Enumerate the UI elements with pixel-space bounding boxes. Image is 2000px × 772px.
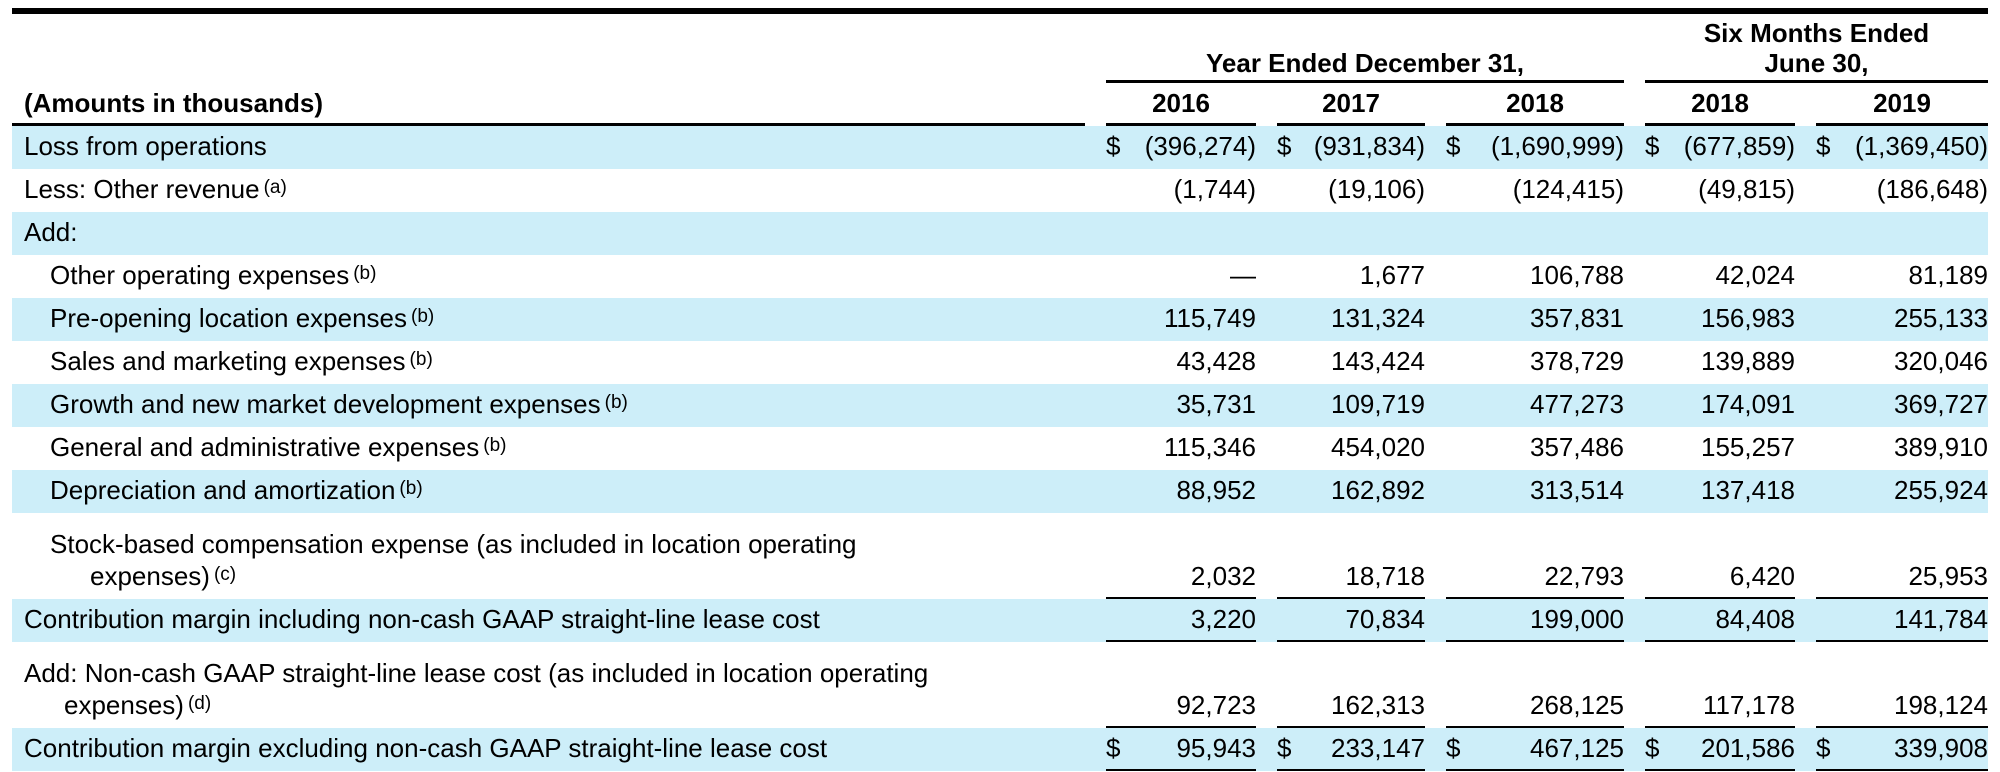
value-text: 84,408 — [1715, 604, 1795, 635]
value-cell — [1277, 384, 1425, 427]
footnote-marker: (c) — [213, 564, 237, 586]
row-label-text: Loss from operations — [24, 131, 267, 162]
col-group-label-line1: Six Months Ended — [1703, 18, 1930, 48]
row-label-line2: expenses) (d) — [64, 690, 212, 721]
value-cell — [1277, 126, 1425, 169]
year-header-row — [12, 88, 1988, 126]
value-text: 268,125 — [1530, 690, 1624, 721]
value-text: 357,486 — [1530, 432, 1624, 463]
value-text: 1,677 — [1359, 260, 1425, 291]
value-cell — [1645, 642, 1795, 728]
value-cell — [1645, 298, 1795, 341]
value-text: (49,815) — [1698, 174, 1795, 205]
value-cell — [1277, 427, 1425, 470]
value-text: 81,189 — [1908, 260, 1988, 291]
value-cell — [1645, 384, 1795, 427]
table-row — [12, 298, 1988, 341]
value-cell — [1106, 298, 1256, 341]
col-group-label-line2: June 30, — [1764, 47, 1869, 78]
value-text: (1,690,999) — [1491, 131, 1624, 162]
dollar-sign: $ — [1446, 131, 1461, 162]
value-cell — [1106, 384, 1256, 427]
table-row — [12, 126, 1988, 169]
value-text: 201,586 — [1701, 733, 1795, 764]
row-label-line1: Add: Non-cash GAAP straight-line lease cost (as included in location operating — [24, 657, 929, 688]
value-cell — [1446, 298, 1624, 341]
value-cell — [1446, 599, 1624, 642]
value-cell — [1446, 470, 1624, 513]
value-text: 43,428 — [1176, 346, 1256, 377]
value-text: 109,719 — [1331, 389, 1425, 420]
row-label — [12, 169, 1085, 212]
row-label-text: Add: — [24, 217, 78, 248]
value-cell — [1816, 255, 1988, 298]
value-cell — [1106, 470, 1256, 513]
value-text: 139,889 — [1701, 346, 1795, 377]
value-cell — [1446, 341, 1624, 384]
value-cell — [1645, 427, 1795, 470]
value-cell — [1277, 341, 1425, 384]
footnote-marker: (b) — [411, 306, 435, 328]
value-text: 255,133 — [1894, 303, 1988, 334]
value-text: 42,024 — [1715, 260, 1795, 291]
value-text: 88,952 — [1176, 475, 1256, 506]
value-cell — [1446, 169, 1624, 212]
dollar-sign: $ — [1645, 131, 1660, 162]
row-label — [12, 642, 1085, 728]
row-label — [12, 427, 1085, 470]
footnote-marker: (b) — [604, 392, 628, 414]
value-cell — [1645, 470, 1795, 513]
value-text: 320,046 — [1894, 346, 1988, 377]
value-text: 95,943 — [1176, 733, 1256, 764]
dollar-sign: $ — [1106, 131, 1121, 162]
dollar-sign: $ — [1816, 733, 1831, 764]
value-cell — [1816, 126, 1988, 169]
footnote-marker: (a) — [263, 177, 287, 199]
value-cell — [1446, 427, 1624, 470]
value-text: 198,124 — [1894, 690, 1988, 721]
footnote-marker: (b) — [399, 478, 423, 500]
value-cell — [1645, 599, 1795, 642]
value-text: 199,000 — [1530, 604, 1624, 635]
value-cell — [1446, 513, 1624, 599]
value-text: 357,831 — [1530, 303, 1624, 334]
value-cell — [1277, 642, 1425, 728]
value-cell — [1446, 384, 1624, 427]
value-text: 70,834 — [1345, 604, 1425, 635]
value-cell — [1277, 169, 1425, 212]
value-text: 22,793 — [1544, 561, 1624, 592]
value-cell — [1106, 642, 1256, 728]
col-group-label: Year Ended December 31, — [1206, 47, 1524, 78]
value-cell — [1277, 513, 1425, 599]
value-cell — [1816, 341, 1988, 384]
year-header-2016: 2016 — [1106, 88, 1256, 126]
row-label-text: Contribution margin including non-cash GAAP straight-line lease cost — [24, 604, 820, 635]
value-cell — [1645, 126, 1795, 169]
value-text: (19,106) — [1328, 174, 1425, 205]
year-header-2018: 2018 — [1446, 88, 1624, 126]
row-label — [12, 599, 1085, 642]
value-text: 454,020 — [1331, 432, 1425, 463]
value-text: 106,788 — [1530, 260, 1624, 291]
value-text: 162,892 — [1331, 475, 1425, 506]
value-cell — [1816, 427, 1988, 470]
value-cell — [1816, 728, 1988, 771]
row-label — [12, 513, 1085, 599]
row-label-text: General and administrative expenses (b) — [50, 432, 507, 463]
value-text: 339,908 — [1894, 733, 1988, 764]
dollar-sign: $ — [1106, 733, 1121, 764]
value-cell — [1277, 298, 1425, 341]
value-text: (677,859) — [1683, 131, 1795, 162]
table-row — [12, 427, 1988, 470]
value-cell — [1816, 599, 1988, 642]
value-text: (124,415) — [1512, 174, 1624, 205]
value-text: 35,731 — [1176, 389, 1256, 420]
value-cell — [1277, 470, 1425, 513]
value-text: 255,924 — [1894, 475, 1988, 506]
value-text: 369,727 — [1894, 389, 1988, 420]
row-label-text: Pre-opening location expenses (b) — [50, 303, 435, 334]
value-cell — [1446, 126, 1624, 169]
value-text: 137,418 — [1701, 475, 1795, 506]
year-header-2019-six-months: 2019 — [1816, 88, 1988, 126]
value-text: 115,749 — [1163, 303, 1256, 334]
value-cell — [1645, 513, 1795, 599]
value-cell — [1816, 298, 1988, 341]
dollar-sign: $ — [1645, 733, 1660, 764]
table-row — [12, 212, 1988, 255]
value-text: 162,313 — [1331, 690, 1425, 721]
value-text: 477,273 — [1530, 389, 1624, 420]
row-label-text: Sales and marketing expenses (b) — [50, 346, 433, 377]
footnote-marker: (d) — [187, 693, 212, 715]
value-text: (396,274) — [1144, 131, 1256, 162]
table-row — [12, 384, 1988, 427]
value-cell — [1446, 728, 1624, 771]
table-row — [12, 642, 1988, 728]
value-cell — [1645, 255, 1795, 298]
row-label-text: Contribution margin excluding non-cash GAAP straight-line lease cost — [24, 733, 828, 764]
row-label — [12, 126, 1085, 169]
dollar-sign: $ — [1277, 131, 1292, 162]
value-cell — [1106, 728, 1256, 771]
col-group-year-ended-december — [1106, 49, 1624, 84]
row-label — [12, 728, 1085, 771]
value-text: 467,125 — [1530, 733, 1624, 764]
value-text: 18,718 — [1345, 561, 1425, 592]
value-text: 313,514 — [1530, 475, 1624, 506]
row-label — [12, 255, 1085, 298]
table-row — [12, 513, 1988, 599]
value-text: 378,729 — [1530, 346, 1624, 377]
value-cell — [1645, 341, 1795, 384]
table-row — [12, 341, 1988, 384]
row-label — [12, 298, 1085, 341]
year-header-2017: 2017 — [1277, 88, 1425, 126]
table-row — [12, 255, 1988, 298]
value-cell — [1446, 642, 1624, 728]
value-cell — [1816, 384, 1988, 427]
row-label-text: Depreciation and amortization (b) — [50, 475, 423, 506]
dollar-sign: $ — [1446, 733, 1461, 764]
value-cell — [1106, 169, 1256, 212]
value-text: 233,147 — [1331, 733, 1425, 764]
value-text: 156,983 — [1701, 303, 1795, 334]
row-label-text: Less: Other revenue (a) — [24, 174, 287, 205]
value-cell — [1816, 169, 1988, 212]
value-cell — [1645, 728, 1795, 771]
table-body — [12, 126, 1988, 771]
value-cell — [1645, 169, 1795, 212]
row-label-line1: Stock-based compensation expense (as included in location operating — [50, 528, 857, 559]
col-group-six-months-ended — [1645, 19, 1988, 83]
value-text: (1,744) — [1173, 174, 1256, 205]
row-label-text: Other operating expenses (b) — [50, 260, 377, 291]
value-text: 6,420 — [1729, 561, 1795, 592]
value-text: 174,091 — [1701, 389, 1795, 420]
table-row — [12, 599, 1988, 642]
table-row — [12, 728, 1988, 771]
dollar-sign: $ — [1816, 131, 1831, 162]
row-label-line2: expenses) (c) — [90, 561, 237, 592]
table-row — [12, 169, 1988, 212]
row-label — [12, 384, 1085, 427]
year-header-2018-six-months: 2018 — [1645, 88, 1795, 126]
value-text: (186,648) — [1876, 174, 1988, 205]
top-rule — [12, 8, 1988, 14]
row-label — [12, 212, 1085, 255]
value-text: (931,834) — [1313, 131, 1425, 162]
value-text: 131,324 — [1331, 303, 1425, 334]
value-text: 389,910 — [1894, 432, 1988, 463]
value-text: (1,369,450) — [1855, 131, 1988, 162]
value-cell — [1277, 255, 1425, 298]
value-cell — [1106, 126, 1256, 169]
value-cell — [1446, 255, 1624, 298]
amounts-in-thousands-label: (Amounts in thousands) — [12, 88, 1085, 126]
value-text: 155,257 — [1701, 432, 1795, 463]
value-cell — [1816, 513, 1988, 599]
value-text: 141,784 — [1894, 604, 1988, 635]
value-cell — [1277, 728, 1425, 771]
dollar-sign: $ — [1277, 733, 1292, 764]
row-label — [12, 470, 1085, 513]
value-cell — [1277, 599, 1425, 642]
footnote-marker: (b) — [353, 263, 377, 285]
value-text: 2,032 — [1190, 561, 1256, 592]
value-text: 143,424 — [1331, 346, 1425, 377]
row-label — [12, 341, 1085, 384]
column-group-header-row — [12, 19, 1988, 83]
row-label-text: Growth and new market development expenses (b) — [50, 389, 628, 420]
footnote-marker: (b) — [409, 349, 433, 371]
footnote-marker: (b) — [483, 435, 507, 457]
value-text: — — [1230, 260, 1256, 291]
value-text: 25,953 — [1908, 561, 1988, 592]
value-text: 115,346 — [1163, 432, 1256, 463]
value-cell — [1106, 255, 1256, 298]
value-text: 117,178 — [1702, 690, 1795, 721]
value-cell — [1816, 470, 1988, 513]
value-cell — [1106, 427, 1256, 470]
value-cell — [1106, 599, 1256, 642]
value-cell — [1106, 341, 1256, 384]
value-text: 3,220 — [1190, 604, 1256, 635]
value-cell — [1106, 513, 1256, 599]
table-row — [12, 470, 1988, 513]
value-cell — [1816, 642, 1988, 728]
value-text: 92,723 — [1176, 690, 1256, 721]
